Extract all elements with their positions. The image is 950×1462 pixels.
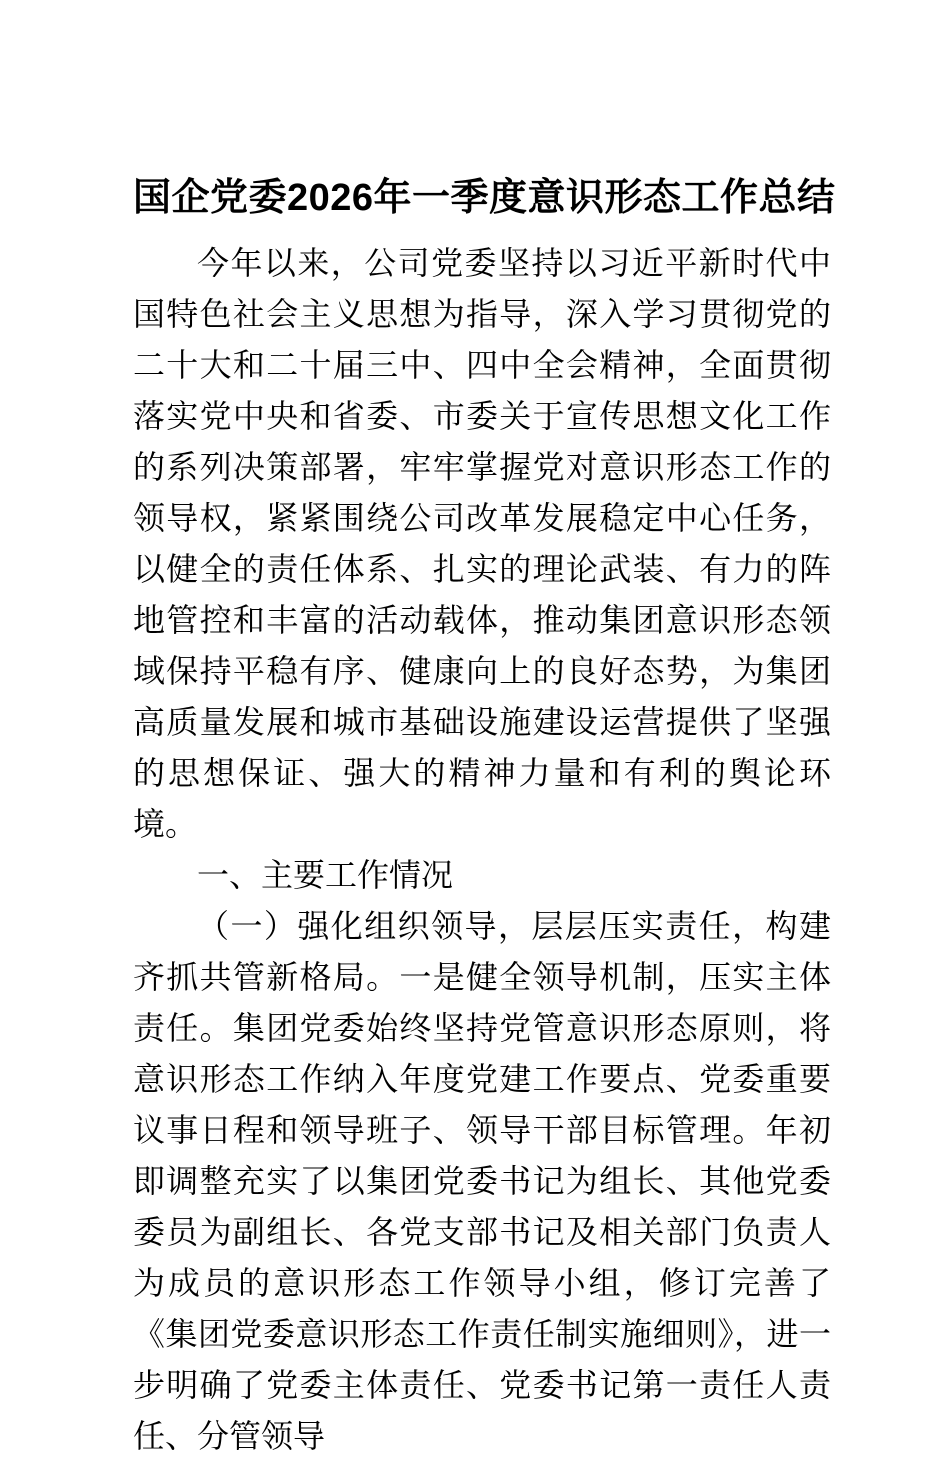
document-content xyxy=(133,172,836,1462)
subsection-paragraph-1: （一）强化组织领导，层层压实责任，构建齐抓共管新格局。一是健全领导机制，压实主体责任。集团党委始终坚持党管意识形态原则，将意识形态工作纳入年度党建工作要点、党委重要议事日程和领导班子、领导干部目标管理。年初即调整充实了以集团党委书记为组长、其他党委委员为副组长、各党支部书记及相关部门负责人为成员的意识形态工作领导小组，修订完善了《集团党委意识形态工作责任制实施细则》，进一步明确了党委主体责任、党委书记第一责任人责任、分管领导 xyxy=(133,908,831,1454)
document-title: 国企党委2026年一季度意识形态工作总结 xyxy=(133,177,836,219)
opening-paragraph: 今年以来，公司党委坚持以习近平新时代中国特色社会主义思想为指导，深入学习贯彻党的二十大和二十届三中、四中全会精神，全面贯彻落实党中央和省委、市委关于宣传思想文化工作的系列决策部署，牢牢掌握党对意识形态工作的领导权，紧紧围绕公司改革发展稳定中心任务，以健全的责任体系、扎实的理论武装、有力的阵地管控和丰富的活动载体，推动集团意识形态领域保持平稳有序、健康向上的良好态势，为集团高质量发展和城市基础设施建设运营提供了坚强的思想保证、强大的精神力量和有利的舆论环境。 xyxy=(133,245,831,842)
section-heading-1: 一、主要工作情况 xyxy=(197,857,454,893)
